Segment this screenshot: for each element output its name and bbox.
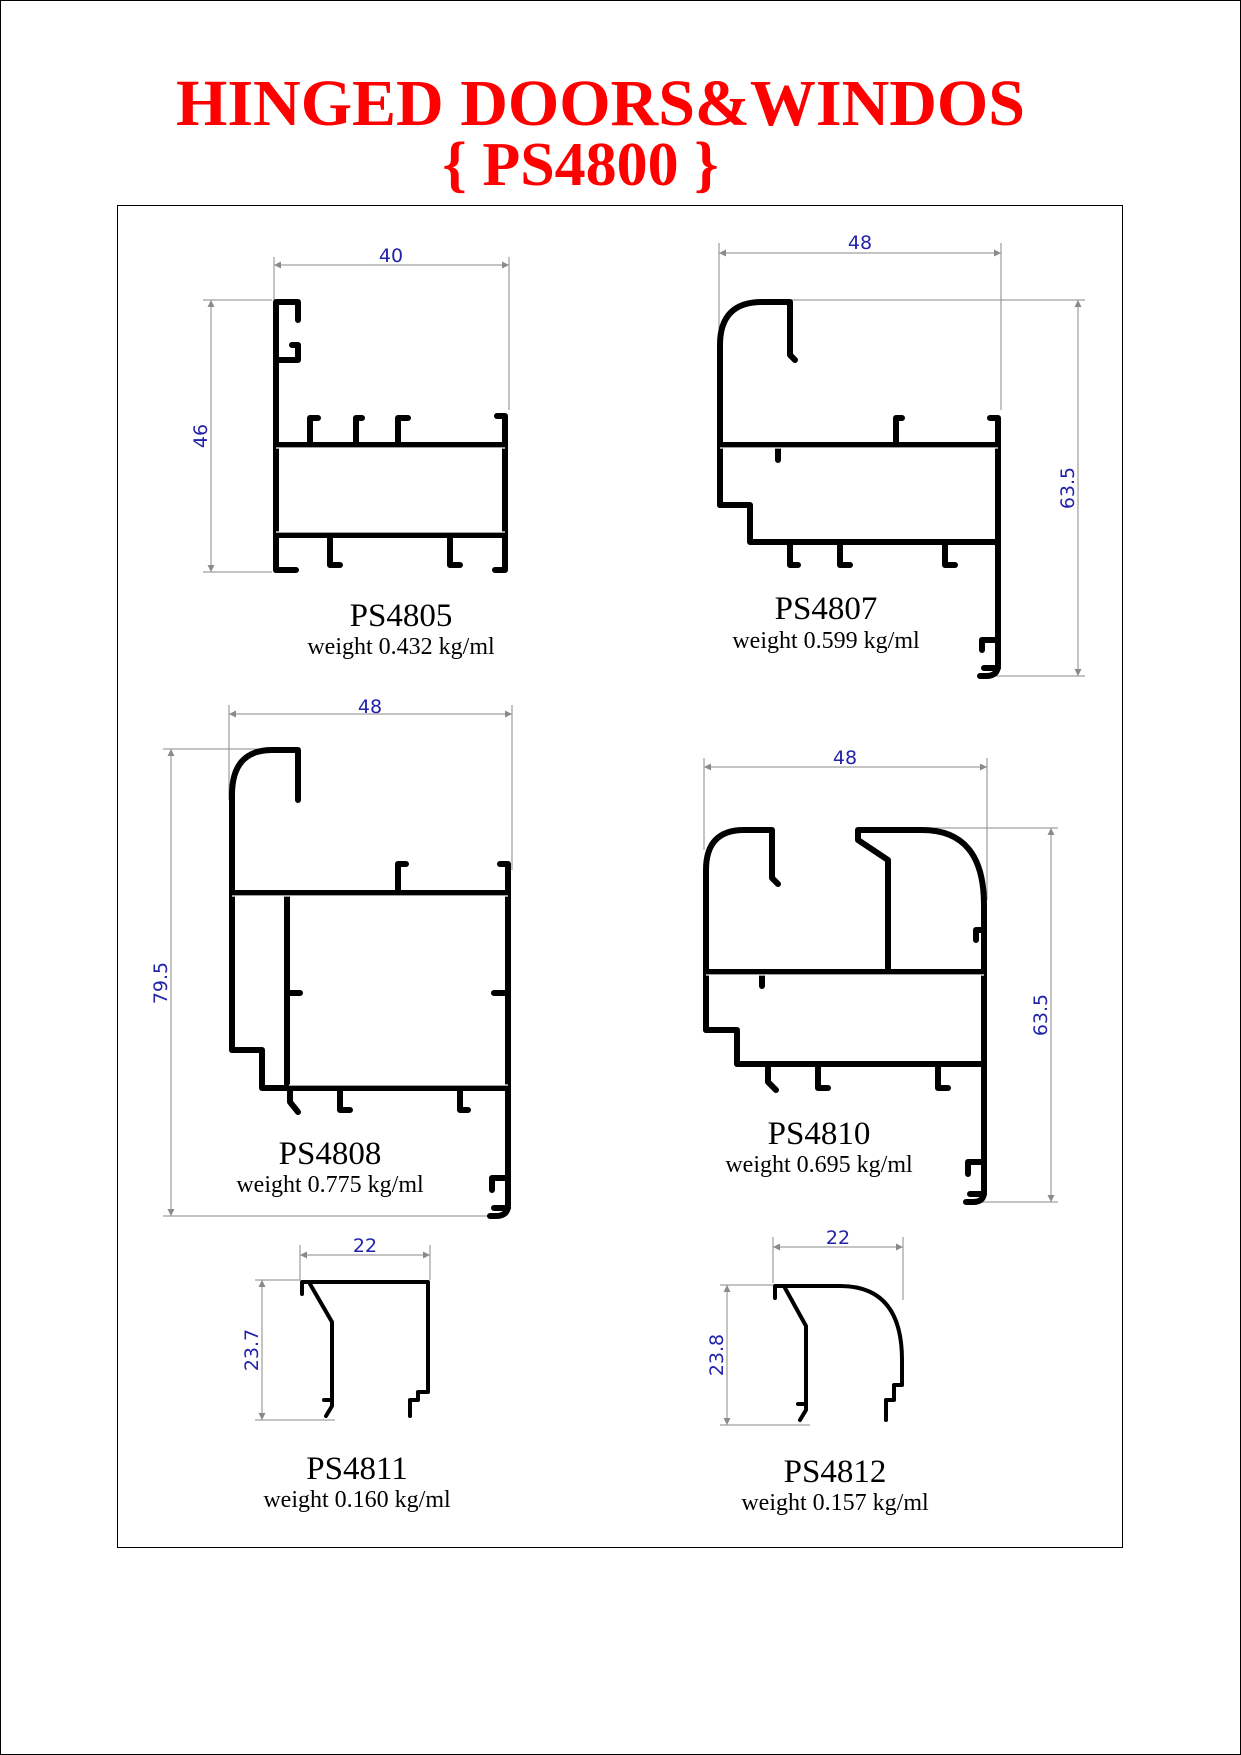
height-dimension: [190, 300, 272, 572]
profile-code: PS4811: [306, 1451, 408, 1487]
height-dimension-label: 46: [190, 423, 212, 449]
height-dimension-label: 23.8: [706, 1333, 728, 1377]
profile-ps4810: [704, 747, 1058, 1202]
section-shape: [775, 1286, 902, 1420]
height-dimension-label: 79.5: [150, 961, 172, 1005]
width-dimension: [300, 1235, 430, 1280]
width-dimension-label: 48: [357, 696, 383, 718]
height-dimension-label: 63.5: [1057, 466, 1079, 510]
profile-weight: weight 0.432 kg/ml: [307, 634, 495, 660]
section-shape: [276, 302, 505, 570]
width-dimension: [704, 747, 987, 900]
width-dimension: [773, 1227, 903, 1300]
section-shape: [302, 1282, 428, 1416]
page-title: HINGED DOORS&WINDOS: [176, 67, 1025, 140]
profile-code: PS4807: [774, 591, 878, 627]
width-dimension-label: 40: [378, 245, 404, 267]
profile-code: PS4812: [783, 1454, 887, 1490]
profile-weight: weight 0.695 kg/ml: [725, 1152, 913, 1178]
profile-ps4808: [150, 696, 512, 1216]
profile-code: PS4808: [278, 1136, 382, 1172]
profile-ps4807: [719, 232, 1085, 676]
width-dimension: [719, 232, 1001, 410]
height-dimension: [900, 828, 1058, 1202]
width-dimension: [274, 245, 509, 410]
width-dimension-label: 48: [847, 232, 873, 254]
series-code-title: { PS4800 }: [442, 131, 719, 199]
height-dimension-label: 63.5: [1030, 993, 1052, 1037]
profile-ps4812: [706, 1227, 929, 1516]
profile-weight: weight 0.157 kg/ml: [741, 1490, 929, 1516]
profile-weight: weight 0.160 kg/ml: [263, 1487, 451, 1513]
width-dimension-label: 48: [832, 747, 858, 769]
profile-weight: weight 0.599 kg/ml: [732, 628, 920, 654]
width-dimension-label: 22: [352, 1235, 378, 1257]
profile-ps4805: [190, 245, 509, 660]
height-dimension-label: 23.7: [241, 1328, 263, 1372]
profile-code: PS4805: [349, 598, 453, 634]
profile-ps4811: [241, 1235, 451, 1513]
profile-weight: weight 0.775 kg/ml: [236, 1172, 424, 1198]
profile-code: PS4810: [767, 1116, 871, 1152]
width-dimension: [229, 696, 512, 870]
width-dimension-label: 22: [825, 1227, 851, 1249]
